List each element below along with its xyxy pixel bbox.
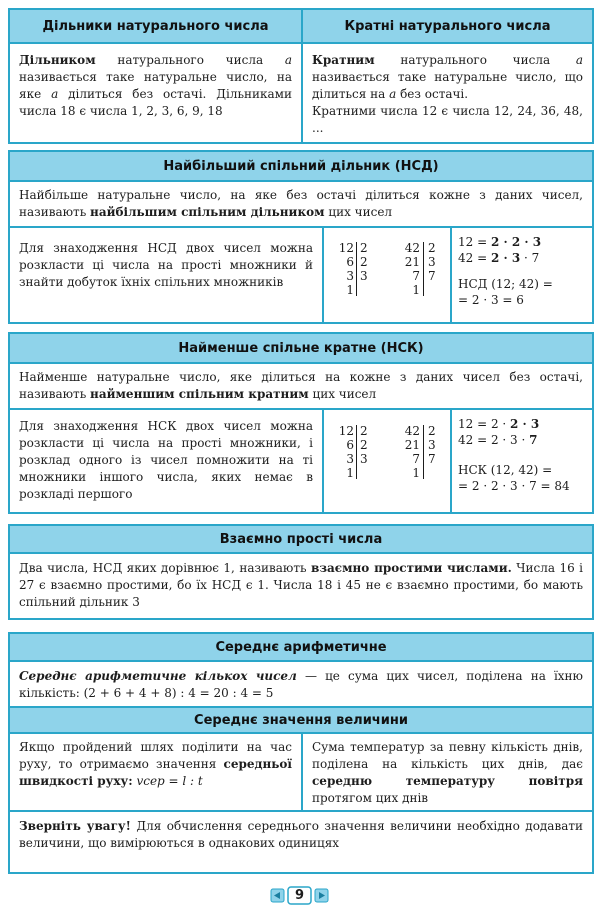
lcm-box xyxy=(8,332,594,514)
gcd-factor-42: 42 21 7 1 2 3 7 xyxy=(404,241,436,297)
divisors-definition: Дільником натурального числа а називається таке натуральне число, на яке а ділиться без остачі. Дільниками числа 18 є числа 1, 2, 3, 6, 9, 18 xyxy=(19,53,292,118)
page-number: 9 xyxy=(294,888,305,903)
avg-speed-text: Якщо пройдений шлях поділити на час руху, то отримаємо значення середньої швидкості руху: vсер = l : t xyxy=(19,740,292,788)
gcd-definition: Найбільше натуральне число, на яке без остачі ділиться кожне з даних чисел, називають найбільшим спільним дільником цих чисел xyxy=(10,182,592,228)
divisors-title: Дільники натурального числа xyxy=(10,10,301,44)
multiples-definition: Кратним натурального числа а називається таке натуральне число, що ділиться на а без остачі. Кратними числа 12 є числа 12, 24, 36, 48, ... xyxy=(301,44,592,142)
lcm-factor-42: 42 21 7 1 2 3 7 xyxy=(404,424,436,480)
mean-box xyxy=(8,632,594,874)
lcm-result: 12 = 2 · 2 · 3 42 = 2 · 3 · 7 НСК (12, 42) = = 2 · 2 · 3 · 7 = 84 xyxy=(450,410,592,512)
gcd-factor-12: 12 6 3 1 2 2 3 xyxy=(338,241,368,297)
lcm-factorization xyxy=(322,410,450,512)
lcm-method: Для знаходження НСК двох чисел можна розкласти ці числа на прості множники, і розклад одного із чисел помножити на ті множники іншого числа, яких немає в розкладі першого xyxy=(19,419,313,501)
gcd-factorization xyxy=(322,228,450,322)
lcm-factor-12: 12 6 3 1 2 2 3 xyxy=(338,424,368,480)
gcd-method: Для знаходження НСД двох чисел можна розкласти ці числа на прості множники й знайти добуток їхніх спільних множників xyxy=(19,241,313,289)
multiples-title: Кратні натурального числа xyxy=(301,10,592,44)
gcd-title: Найбільший спільний дільник (НСД) xyxy=(10,152,592,182)
avg-value-title: Середнє значення величини xyxy=(10,708,592,734)
coprime-title: Взаємно прості числа xyxy=(10,526,592,554)
mean-definition: Середнє арифметичне кількох чисел — це сума цих чисел, поділена на їхню кількість: (2 + 6 + 4 + 8) : 4 = 20 : 4 = 5 xyxy=(10,662,592,708)
avg-temperature-text: Сума температур за певну кількість днів, поділена на кількість цих днів, дає середню температуру повітря протягом цих днів xyxy=(301,734,592,810)
lcm-title: Найменше спільне кратне (НСК) xyxy=(10,334,592,364)
divisors-multiples-box xyxy=(8,8,594,144)
gcd-result: 12 = 2 · 2 · 3 42 = 2 · 3 · 7 НСД (12; 42) = = 2 · 3 = 6 xyxy=(450,228,592,322)
page-navigation xyxy=(0,886,600,906)
next-page-button[interactable] xyxy=(315,889,328,902)
prev-page-button[interactable] xyxy=(271,889,284,902)
coprime-definition: Два числа, НСД яких дорівнює 1, називають взаємно простими числами. Числа 16 і 27 є взаємно простими, бо їх НСД є 1. Числа 18 і 45 не є взаємно простими, бо мають спільний дільник 3 xyxy=(19,561,583,609)
coprime-box xyxy=(8,524,594,620)
attention-note: Зверніть увагу! Для обчислення середнього значення величини необхідно додавати величини, що вимірюються в однакових одиницях xyxy=(19,819,584,850)
gcd-box xyxy=(8,150,594,324)
mean-title: Середнє арифметичне xyxy=(10,634,592,662)
lcm-definition: Найменше натуральне число, яке ділиться на кожне з даних чисел без остачі, називають найменшим спільним кратним цих чисел xyxy=(10,364,592,410)
